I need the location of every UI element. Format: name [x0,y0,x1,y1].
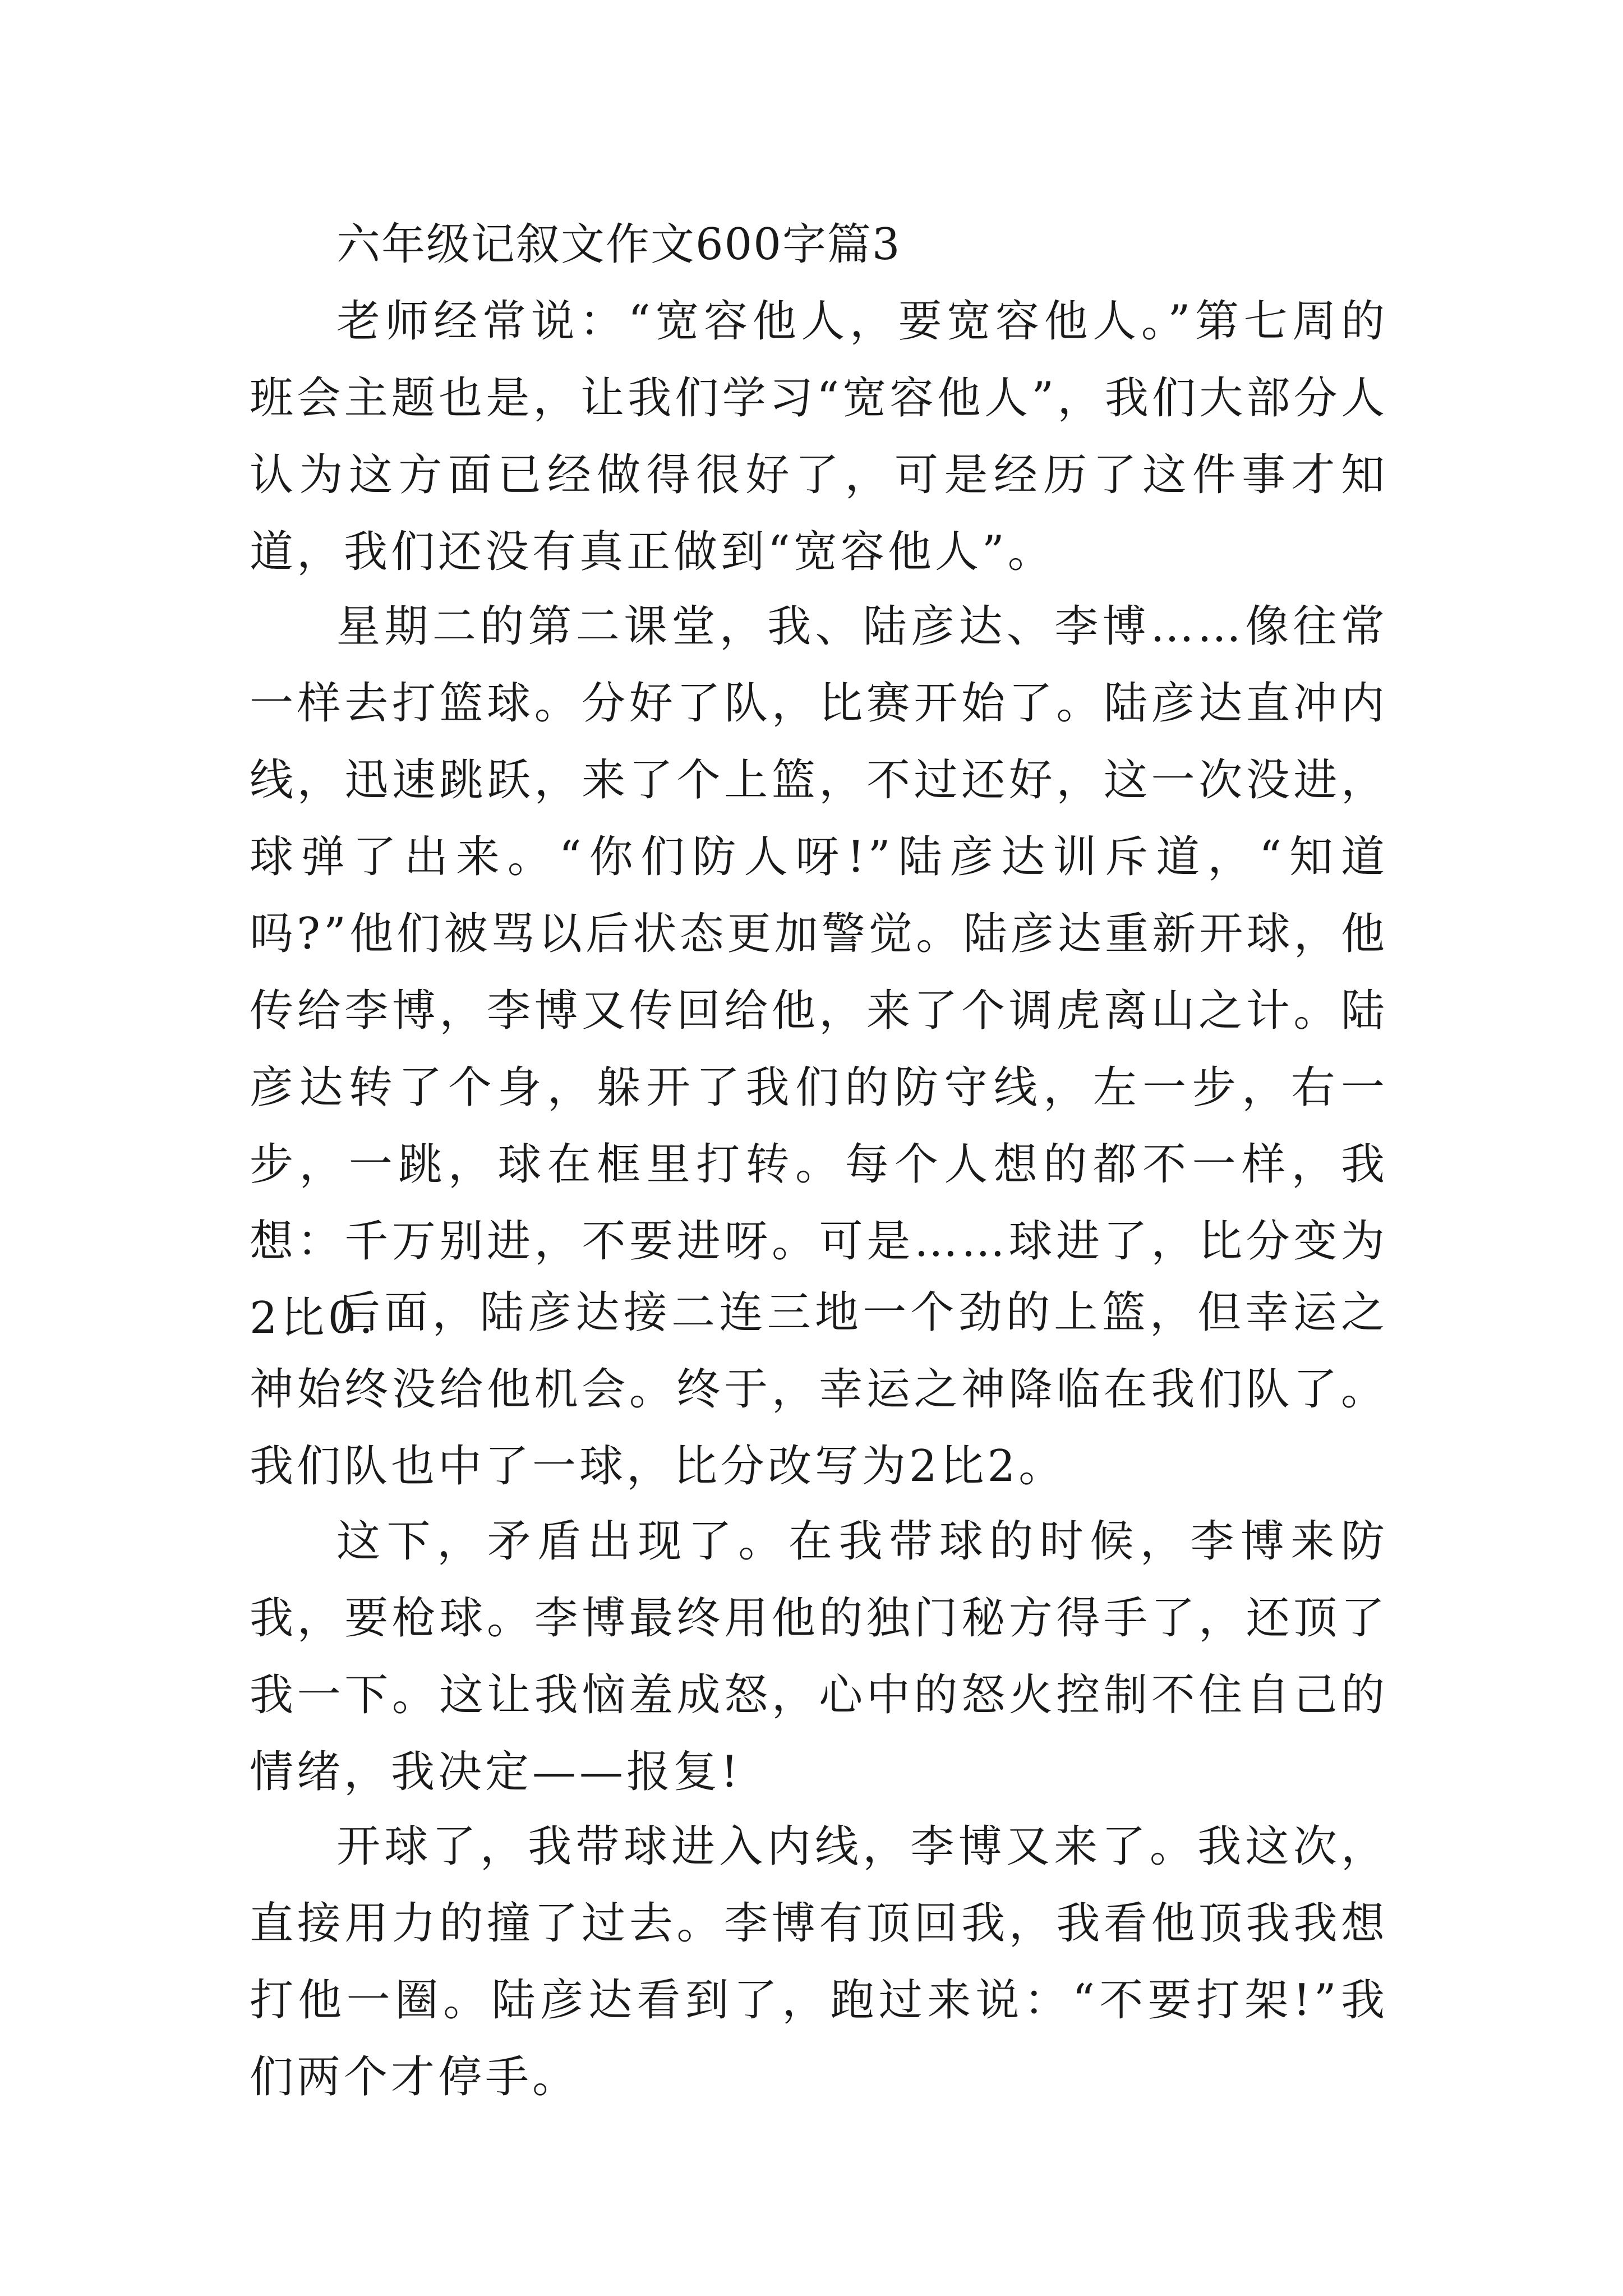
essay-title: 六年级记叙文作文600字篇3 [336,219,901,270]
paragraph-1: 老师经常说：“宽容他人，要宽容他人。”第七周的班会主题也是，让我们学习“宽容他人”，我们大部分人认为这方面已经做得很好了，可是经历了这件事才知道，我们还没有真正做到“宽容他人”。 [250,296,1388,577]
paragraph-3: 后面，陆彦达接二连三地一个劲的上篮，但幸运之神始终没给他机会。终于，幸运之神降临在我们队了。我们队也中了一球，比分改写为2比2。 [250,1287,1388,1492]
paragraph-4: 这下，矛盾出现了。在我带球的时候，李博来防我，要枪球。李博最终用他的独门秘方得手了，还顶了我一下。这让我恼羞成怒，心中的怒火控制不住自己的情绪，我决定——报复! [250,1516,1388,1797]
paragraph-5: 开球了，我带球进入内线，李博又来了。我这次，直接用力的撞了过去。李博有顶回我，我看他顶我我想打他一圈。陆彦达看到了，跑过来说：“不要打架!”我们两个才停手。 [250,1821,1388,2102]
paragraph-2: 星期二的第二课堂，我、陆彦达、李博……像往常一样去打篮球。分好了队，比赛开始了。陆彦达直冲内线，迅速跳跃，来了个上篮，不过还好，这一次没进，球弹了出来。“你们防人呀!”陆彦达训斥道，“知道吗?”他们被骂以后状态更加警觉。陆彦达重新开球，他传给李博，李博又传回给他，来了个调虎离山之计。陆彦达转了个身，躲开了我们的防守线，左一步，右一步，一跳，球在框里打转。每个人想的都不一样，我想：千万别进，不要进呀。可是……球进了，比分变为2比0. [250,601,1388,1343]
